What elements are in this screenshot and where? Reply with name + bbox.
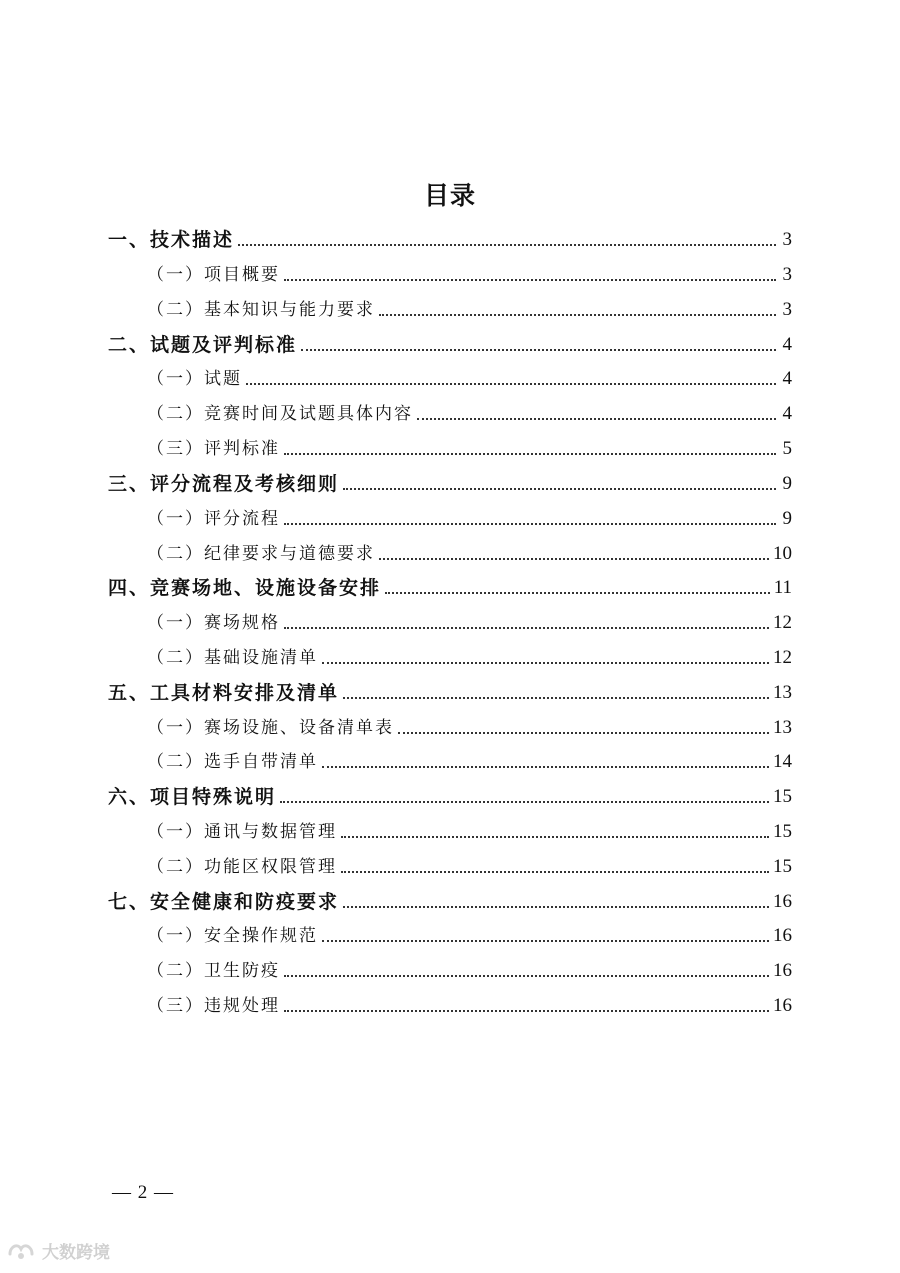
toc-page-number: 3: [782, 299, 792, 320]
toc-entry-label: （一）试题: [147, 369, 242, 389]
toc-leader: [284, 975, 769, 977]
toc-entry-subsection[interactable]: [147, 956, 792, 986]
toc-entry-section[interactable]: [108, 330, 792, 360]
toc-leader: [343, 697, 769, 699]
toc-page-number: 16: [773, 995, 792, 1016]
toc-leader: [417, 418, 776, 420]
toc-leader: [379, 558, 769, 560]
toc-entry-subsection[interactable]: [147, 713, 792, 743]
toc-leader: [280, 801, 769, 803]
toc-page-number: 15: [773, 786, 792, 807]
toc-page-number: 15: [773, 856, 792, 877]
toc-page-number: 3: [782, 264, 792, 285]
toc-entry-label: （一）项目概要: [147, 265, 280, 285]
toc-entry-label: （一）赛场规格: [147, 613, 280, 633]
toc-entry-section[interactable]: [108, 678, 792, 708]
toc-leader: [322, 662, 769, 664]
toc-entry-label: 五、工具材料安排及清单: [108, 682, 340, 704]
toc-entry-label: 四、竞赛场地、设施设备安排: [108, 577, 382, 599]
toc-entry-label: 六、项目特殊说明: [108, 786, 277, 808]
toc-leader: [284, 523, 776, 525]
toc-entry-subsection[interactable]: [147, 260, 792, 290]
toc-entry-subsection[interactable]: [147, 399, 792, 429]
toc-entry-label: 二、试题及评判标准: [108, 334, 298, 356]
page-title: 目录: [423, 181, 476, 210]
toc-entry-subsection[interactable]: [147, 504, 792, 534]
toc-page-number: 13: [773, 717, 792, 738]
toc-entry-label: （二）选手自带清单: [147, 752, 318, 772]
toc-leader: [379, 314, 776, 316]
toc-page-number: 3: [782, 229, 792, 250]
footer-page-number: — 2 —: [112, 1182, 174, 1203]
toc-leader: [322, 940, 769, 942]
toc-page-number: 16: [773, 925, 792, 946]
toc-entry-label: 三、评分流程及考核细则: [108, 473, 340, 495]
toc-page-number: 9: [782, 473, 792, 494]
toc-entry-section[interactable]: [108, 782, 792, 812]
toc-entry-label: （一）安全操作规范: [147, 926, 318, 946]
toc-leader: [343, 488, 776, 490]
toc-page-number: 13: [773, 682, 792, 703]
toc-page-number: 9: [782, 508, 792, 529]
toc-page-number: 14: [773, 751, 792, 772]
toc-entry-label: （三）违规处理: [147, 996, 280, 1016]
toc-entry-subsection[interactable]: [147, 364, 792, 394]
toc-leader: [284, 1010, 769, 1012]
toc-entry-subsection[interactable]: [147, 817, 792, 847]
toc-entry-subsection[interactable]: [147, 852, 792, 882]
toc-leader: [343, 906, 769, 908]
toc-page-number: 4: [782, 368, 792, 389]
toc-page-number: 12: [773, 647, 792, 668]
toc-leader: [301, 349, 776, 351]
toc-entry-label: （一）通讯与数据管理: [147, 822, 337, 842]
brand-logo-icon: [6, 1240, 36, 1262]
toc-entry-label: 一、技术描述: [108, 229, 235, 251]
toc-page-number: 10: [773, 543, 792, 564]
toc-entry-section[interactable]: [108, 469, 792, 499]
toc-entry-section[interactable]: [108, 573, 792, 603]
watermark: [6, 1238, 110, 1263]
toc-leader: [246, 383, 776, 385]
toc-entry-subsection[interactable]: [147, 991, 792, 1021]
toc-leader: [238, 244, 776, 246]
toc-leader: [341, 836, 769, 838]
toc-entry-label: （二）基础设施清单: [147, 648, 318, 668]
toc-entry-label: （二）卫生防疫: [147, 961, 280, 981]
toc-page-number: 15: [773, 821, 792, 842]
toc-entry-subsection[interactable]: [147, 295, 792, 325]
toc-entry-label: （一）赛场设施、设备清单表: [147, 718, 394, 738]
toc-leader: [284, 627, 769, 629]
toc-entry-section[interactable]: [108, 887, 792, 917]
toc-entry-label: （三）评判标准: [147, 439, 280, 459]
toc-entry-subsection[interactable]: [147, 747, 792, 777]
toc-entry-label: 七、安全健康和防疫要求: [108, 891, 340, 913]
toc-entry-subsection[interactable]: [147, 434, 792, 464]
toc-page-number: 12: [773, 612, 792, 633]
toc-entry-subsection[interactable]: [147, 921, 792, 951]
toc-entry-subsection[interactable]: [147, 539, 792, 569]
toc-page-number: 16: [773, 891, 792, 912]
toc-leader: [322, 766, 769, 768]
toc-entry-subsection[interactable]: [147, 608, 792, 638]
toc-entry-label: （二）基本知识与能力要求: [147, 300, 375, 320]
toc-page-number: 5: [782, 438, 792, 459]
toc-leader: [385, 592, 770, 594]
toc-leader: [284, 453, 776, 455]
toc-page-number: 4: [782, 403, 792, 424]
toc-entry-label: （一）评分流程: [147, 509, 280, 529]
toc-leader: [284, 279, 776, 281]
toc-page-number: 16: [773, 960, 792, 981]
toc-page-number: 4: [782, 334, 792, 355]
toc-entry-label: （二）功能区权限管理: [147, 857, 337, 877]
toc-entry-section[interactable]: [108, 225, 792, 255]
toc-entry-label: （二）纪律要求与道德要求: [147, 544, 375, 564]
toc-entry-label: （二）竞赛时间及试题具体内容: [147, 404, 413, 424]
watermark-text: 大数跨境: [42, 1243, 110, 1263]
toc-leader: [398, 732, 769, 734]
toc-entry-subsection[interactable]: [147, 643, 792, 673]
toc-page-number: 11: [773, 577, 792, 598]
toc-leader: [341, 871, 769, 873]
